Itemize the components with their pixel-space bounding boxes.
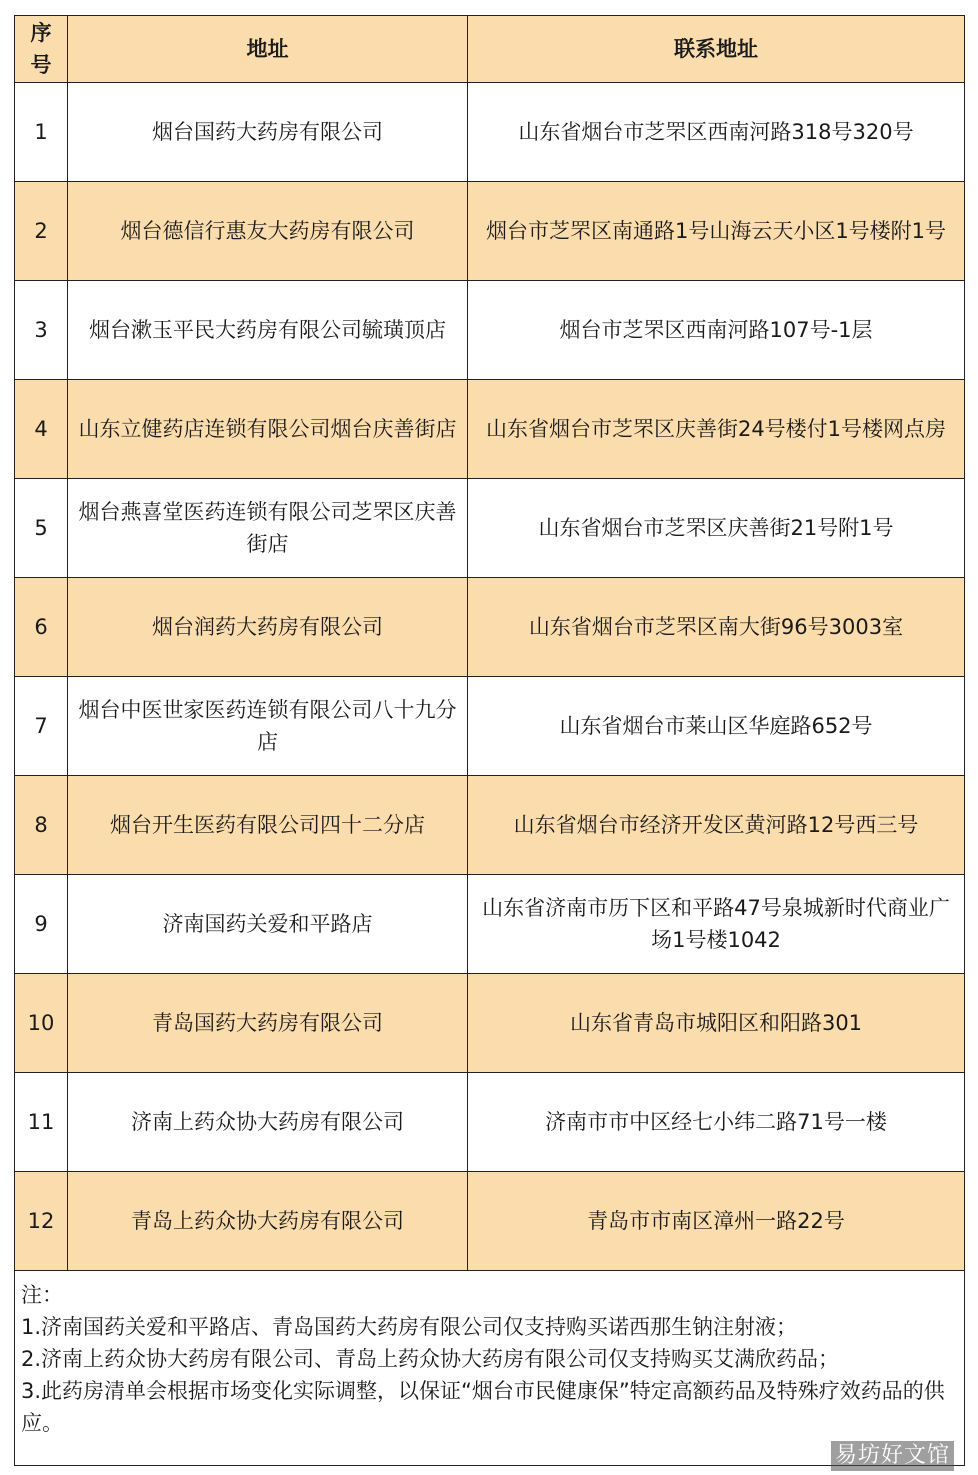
pharmacy-address: 山东省烟台市莱山区华庭路652号	[468, 677, 965, 776]
header-number: 序号	[15, 16, 68, 83]
pharmacy-address: 烟台市芝罘区南通路1号山海云天小区1号楼附1号	[468, 182, 965, 281]
pharmacy-name: 烟台燕喜堂医药连锁有限公司芝罘区庆善街店	[68, 479, 468, 578]
pharmacy-name: 烟台开生医药有限公司四十二分店	[68, 776, 468, 875]
table-row	[15, 578, 965, 677]
pharmacy-name: 烟台德信行惠友大药房有限公司	[68, 182, 468, 281]
table-row	[15, 1172, 965, 1271]
pharmacy-name: 烟台中医世家医药连锁有限公司八十九分店	[68, 677, 468, 776]
table-row	[15, 380, 965, 479]
pharmacy-name: 青岛国药大药房有限公司	[68, 974, 468, 1073]
row-number: 6	[15, 578, 68, 677]
row-number: 8	[15, 776, 68, 875]
note-line: 2.济南上药众协大药房有限公司、青岛上药众协大药房有限公司仅支持购买艾满欣药品；	[21, 1347, 840, 1371]
note-line: 1.济南国药关爱和平路店、青岛国药大药房有限公司仅支持购买诺西那生钠注射液；	[21, 1315, 798, 1339]
pharmacy-address: 山东省烟台市经济开发区黄河路12号西三号	[468, 776, 965, 875]
table-row	[15, 875, 965, 974]
row-number: 7	[15, 677, 68, 776]
header-address: 地址	[68, 16, 468, 83]
row-number: 4	[15, 380, 68, 479]
table-row	[15, 281, 965, 380]
table-row	[15, 182, 965, 281]
note-line: 3.此药房清单会根据市场变化实际调整，以保证“烟台市民健康保”特定高额药品及特殊疗效药品的供应。	[21, 1379, 945, 1435]
row-number: 3	[15, 281, 68, 380]
watermark: 易坊好文馆	[831, 1441, 954, 1471]
pharmacy-address: 山东省烟台市芝罘区南大街96号3003室	[468, 578, 965, 677]
table-row	[15, 776, 965, 875]
pharmacy-table	[14, 15, 965, 1466]
pharmacy-name: 青岛上药众协大药房有限公司	[68, 1172, 468, 1271]
row-number: 11	[15, 1073, 68, 1172]
pharmacy-address: 山东省烟台市芝罘区庆善街21号附1号	[468, 479, 965, 578]
table-row	[15, 83, 965, 182]
row-number: 9	[15, 875, 68, 974]
table-row	[15, 479, 965, 578]
pharmacy-address: 山东省青岛市城阳区和阳路301	[468, 974, 965, 1073]
notes-cell	[15, 1271, 965, 1466]
pharmacy-name: 烟台润药大药房有限公司	[68, 578, 468, 677]
table-row	[15, 1073, 965, 1172]
table-row	[15, 677, 965, 776]
pharmacy-address: 烟台市芝罘区西南河路107号-1层	[468, 281, 965, 380]
pharmacy-name: 烟台漱玉平民大药房有限公司毓璜顶店	[68, 281, 468, 380]
notes-title: 注：	[21, 1283, 63, 1307]
row-number: 1	[15, 83, 68, 182]
notes-row	[15, 1271, 965, 1466]
table-header-row	[15, 16, 965, 83]
pharmacy-address: 济南市市中区经七小纬二路71号一楼	[468, 1073, 965, 1172]
table-row	[15, 974, 965, 1073]
row-number: 5	[15, 479, 68, 578]
row-number: 2	[15, 182, 68, 281]
pharmacy-name: 济南上药众协大药房有限公司	[68, 1073, 468, 1172]
row-number: 12	[15, 1172, 68, 1271]
pharmacy-address: 山东省烟台市芝罘区西南河路318号320号	[468, 83, 965, 182]
pharmacy-address: 山东省济南市历下区和平路47号泉城新时代商业广场1号楼1042	[468, 875, 965, 974]
pharmacy-name: 烟台国药大药房有限公司	[68, 83, 468, 182]
pharmacy-address: 山东省烟台市芝罘区庆善街24号楼付1号楼网点房	[468, 380, 965, 479]
header-contact-address: 联系地址	[468, 16, 965, 83]
pharmacy-name: 济南国药关爱和平路店	[68, 875, 468, 974]
pharmacy-name: 山东立健药店连锁有限公司烟台庆善街店	[68, 380, 468, 479]
pharmacy-address: 青岛市市南区漳州一路22号	[468, 1172, 965, 1271]
row-number: 10	[15, 974, 68, 1073]
